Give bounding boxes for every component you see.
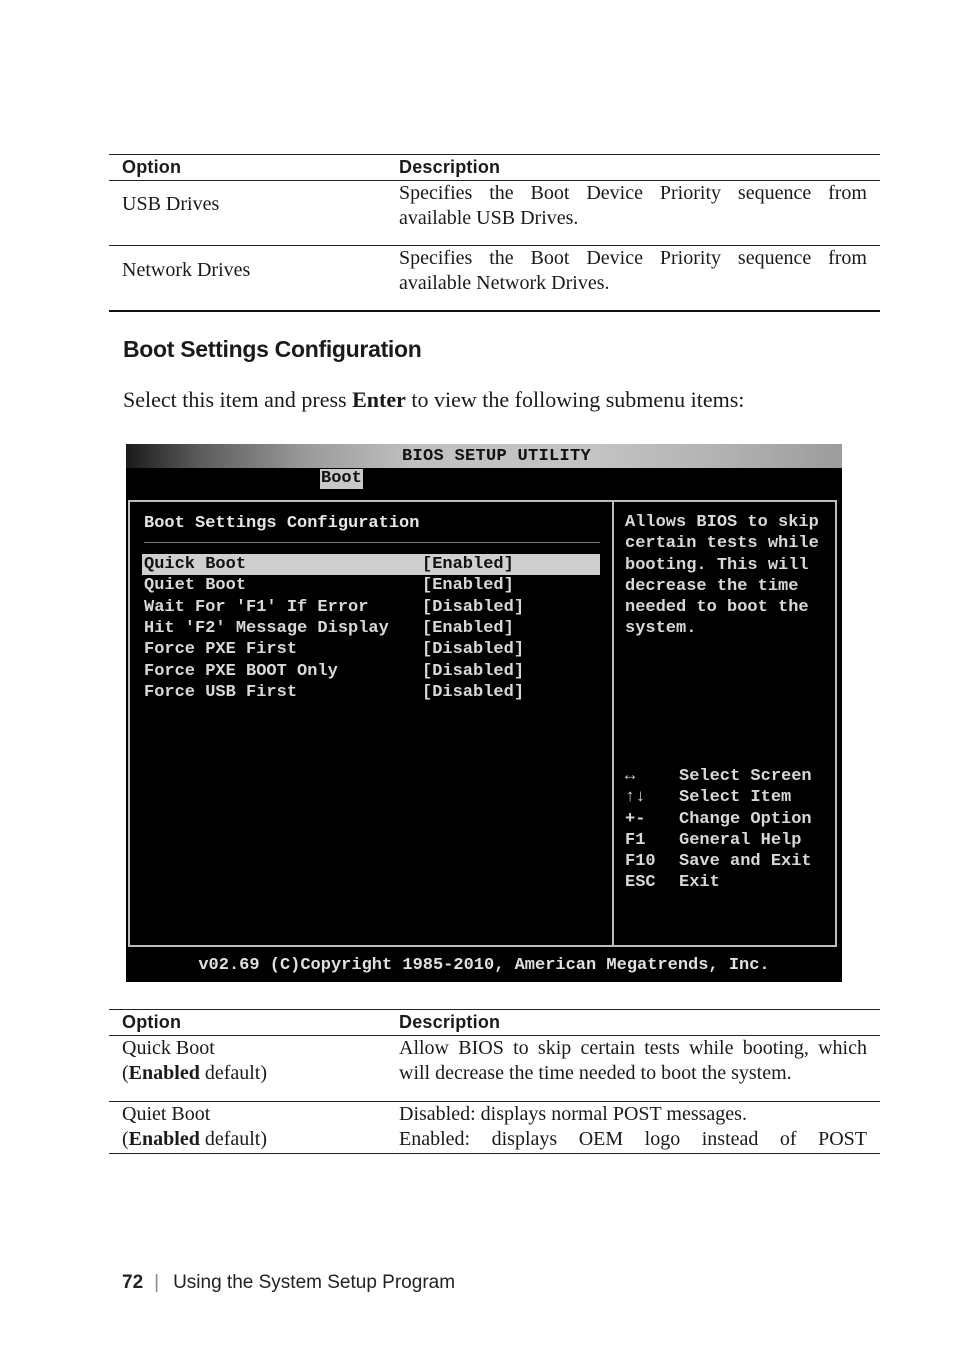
key-description: Select Screen <box>679 767 812 786</box>
boot-device-options-table <box>109 154 880 312</box>
bios-help-panel <box>612 500 837 947</box>
bios-item-label: Quick Boot <box>144 555 247 574</box>
default-suffix: default) <box>199 1128 268 1150</box>
key-label: F1 <box>625 830 646 850</box>
option-label: Quick Boot <box>122 1037 215 1059</box>
option-name <box>122 1102 392 1152</box>
bios-item-quick-boot <box>142 554 600 575</box>
default-value: Enabled <box>128 1128 200 1150</box>
bios-item-label: Hit 'F2' Message Display <box>144 618 389 638</box>
header-option: Option <box>122 1012 182 1032</box>
key-description: Exit <box>679 873 720 893</box>
bios-item-value: [Disabled] <box>422 597 525 617</box>
header-description: Description <box>399 1012 501 1032</box>
bios-item-force-pxe-boot-only <box>142 661 600 682</box>
help-line: booting. This will <box>625 555 809 575</box>
table-row <box>109 1036 880 1102</box>
bios-title: BIOS SETUP UTILITY <box>402 447 592 466</box>
option-label: Quiet Boot <box>122 1103 211 1125</box>
header-option: Option <box>122 157 182 177</box>
bios-item-label: Wait For 'F1' If Error <box>144 597 369 617</box>
bios-tab-boot: Boot <box>321 469 362 488</box>
table-header <box>109 154 880 181</box>
help-line: Allows BIOS to skip <box>625 513 819 532</box>
page-number: 72 <box>122 1272 144 1293</box>
bios-item-value: [Disabled] <box>422 682 525 702</box>
bios-title-bar <box>126 444 842 468</box>
bios-divider <box>144 542 600 543</box>
key-label: ESC <box>625 873 656 893</box>
option-default <box>122 1061 392 1086</box>
description-line: Disabled: displays normal POST messages. <box>399 1103 747 1125</box>
help-line: decrease the time <box>625 576 799 596</box>
bios-item-value: [Enabled] <box>422 576 514 596</box>
up-down-arrow-icon: ↑↓ <box>625 788 646 808</box>
help-line: certain tests while <box>625 534 819 554</box>
bios-screenshot <box>126 444 842 982</box>
key-label: F10 <box>625 852 656 872</box>
bios-item-label: Force USB First <box>144 682 298 702</box>
intro-text <box>123 387 744 413</box>
default-prefix: ( <box>122 1062 129 1084</box>
option-name: Network Drives <box>122 259 251 281</box>
enter-key-label: Enter <box>352 387 406 412</box>
default-value: Enabled <box>128 1062 200 1084</box>
footer-separator: | <box>154 1272 160 1293</box>
option-description <box>399 246 867 296</box>
boot-settings-options-table <box>109 1009 880 1154</box>
bios-item-label: Quiet Boot <box>144 576 247 596</box>
table-row <box>109 246 880 312</box>
bios-item-wait-f1 <box>142 597 600 618</box>
intro-text-end: to view the following submenu items: <box>405 387 745 412</box>
key-description: General Help <box>679 830 802 850</box>
bios-settings-panel <box>128 500 614 947</box>
default-suffix: default) <box>199 1062 268 1084</box>
description-line: Allow BIOS to skip certain tests while booting, which <box>399 1037 867 1059</box>
key-description: Change Option <box>679 809 812 829</box>
option-name: USB Drives <box>122 193 220 215</box>
description-line: available Network Drives. <box>399 272 610 294</box>
default-prefix: ( <box>122 1128 129 1150</box>
description-line: will decrease the time needed to boot the system. <box>399 1062 792 1084</box>
bios-item-force-usb-first <box>142 682 600 703</box>
bios-item-quiet-boot <box>142 575 600 596</box>
key-description: Save and Exit <box>679 852 812 872</box>
option-name <box>122 1036 392 1086</box>
description-line: Specifies the Boot Device Priority sequence from <box>399 182 867 204</box>
option-description <box>399 181 867 231</box>
left-right-arrow-icon: ↔ <box>625 767 636 786</box>
table-header <box>109 1009 880 1036</box>
option-description <box>399 1102 867 1152</box>
help-line: needed to boot the <box>625 598 809 618</box>
option-default <box>122 1127 392 1152</box>
intro-text-start: Select this item and press <box>123 387 353 412</box>
bios-item-value: [Enabled] <box>422 555 514 574</box>
description-line: Specifies the Boot Device Priority sequence from <box>399 247 867 269</box>
bios-item-value: [Enabled] <box>422 618 514 638</box>
table-row <box>109 181 880 246</box>
description-line: available USB Drives. <box>399 207 579 229</box>
help-line: system. <box>625 619 697 639</box>
chapter-title: Using the System Setup Program <box>173 1272 456 1293</box>
bios-item-value: [Disabled] <box>422 661 525 681</box>
table-row <box>109 1102 880 1154</box>
description-line: Enabled: displays OEM logo instead of POST <box>399 1128 867 1150</box>
bios-item-hit-f2 <box>142 618 600 639</box>
key-description: Select Item <box>679 788 792 808</box>
bios-item-value: [Disabled] <box>422 640 525 660</box>
bios-item-label: Force PXE BOOT Only <box>144 661 338 681</box>
bios-panel-heading: Boot Settings Configuration <box>144 514 420 533</box>
section-title: Boot Settings Configuration <box>123 336 422 362</box>
key-label: +- <box>625 809 646 829</box>
bios-copyright: v02.69 (C)Copyright 1985-2010, American Megatrends, Inc. <box>198 956 770 975</box>
bios-item-force-pxe-first <box>142 639 600 660</box>
page-footer <box>122 1272 455 1294</box>
option-description <box>399 1036 867 1086</box>
bios-help-text <box>625 512 819 640</box>
header-description: Description <box>399 157 501 177</box>
bios-item-label: Force PXE First <box>144 640 298 660</box>
